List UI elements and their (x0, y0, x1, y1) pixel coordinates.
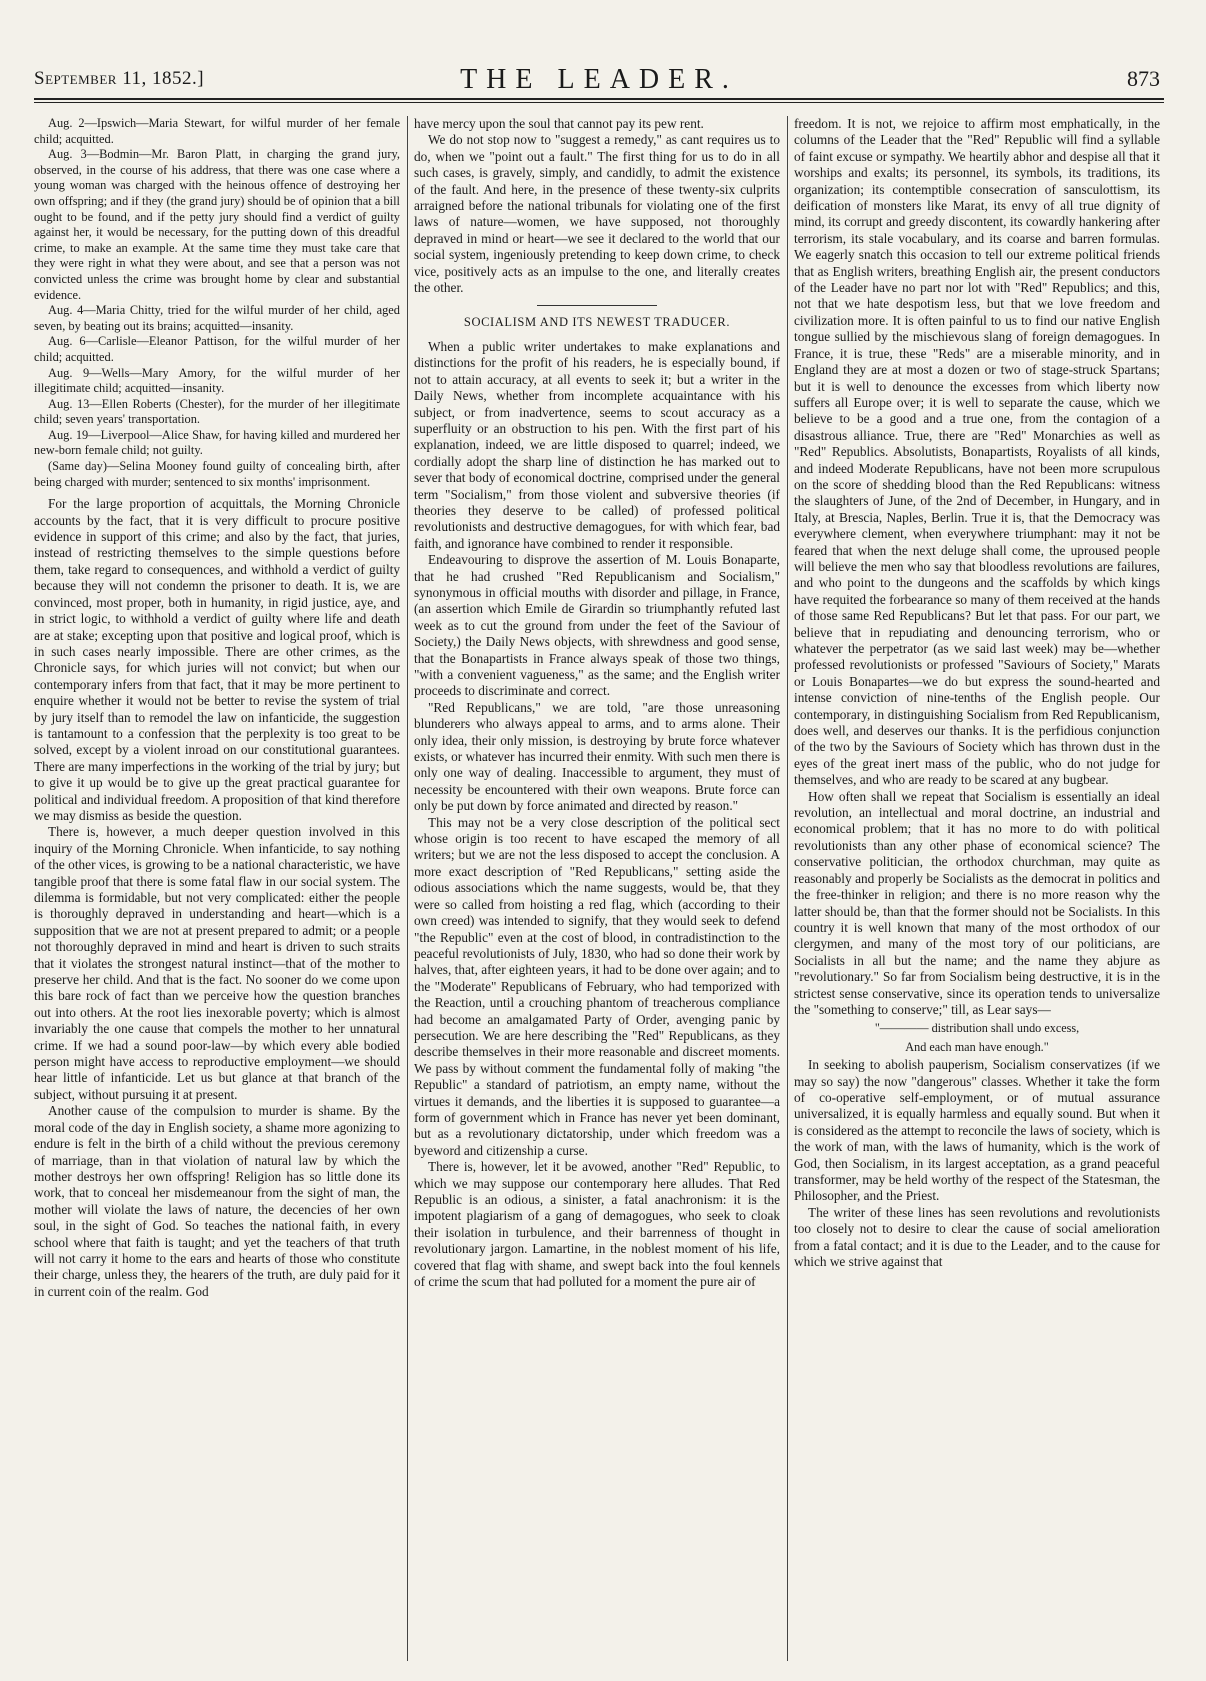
page-number: 873 (1127, 66, 1160, 91)
paragraph: Endeavouring to disprove the assertion of M. Louis Bonaparte, that he had crushed "Red Republicanism and Socialism," synonymous in official mouths with disorder and pillage, in France, (an assertion which Emile de Girardin so triumphantly refuted last week as to cut the ground from under the feet of the Saviour of Society,) the Daily News objects, with shrewdness and good sense, that the Bonapartists in France always speak of those two things, "with a convenient vagueness," as the same; and the English writer proceeds to discriminate and correct. (414, 552, 780, 699)
section-divider (537, 305, 657, 306)
quotation-line: And each man have enough." (905, 1039, 1049, 1054)
column-divider (407, 116, 408, 1661)
paragraph: Another cause of the compulsion to murder is shame. By the moral code of the day in English society, a shame more agonizing to endure is felt in the birth of a child without the previous ceremony of marriage, than in that violation of natural law by which the mother destroys her own offspring! Religion has so little done its work, that to conceal her misdemeanour from the sight of man, the mother will violate the laws of nature, the decencies of her own soul, in the sight of God. So teaches the national faith, in every school where that faith is taught; and yet the teachers of that truth will not carry it home to the ears and hearts of those who constitute their charge, unless they, the hearers of the truth, are duly paid for it in current coin of the realm. God (34, 1103, 400, 1299)
list-item: Aug. 6—Carlisle—Eleanor Pattison, for the wilful murder of her child; acquitted. (34, 334, 400, 364)
list-item: (Same day)—Selina Mooney found guilty of concealing birth, after being charged with murder; sentenced to six months' imprisonment. (34, 459, 400, 489)
paragraph: have mercy upon the soul that cannot pay its pew rent. (414, 116, 704, 131)
article-headline: SOCIALISM AND ITS NEWEST TRADUCER. (463, 315, 731, 330)
paragraph: This may not be a very close description of the political sect whose origin is too recent to have escaped the memory of all writers; but we are not the less disposed to accept the conclusion. A more exact description of "Red Republicans," setting aside the odious associations which the name suggests, would be, that they were so called from hoisting a red flag, which (according to their own creed) was intended to signify, that they would seek to defend "the Republic" even at the cost of blood, in contradistinction to the peaceful revolutionists of July, 1830, who had so done their work by halves, that, after eighteen years, it had to be done over again; and to the "Moderate" Republicans of February, who had temporized with the Reaction, until a crouching phantom of treacherous compliance had become an amalgamated Party of Order, avenging panic by persecution. We are here describing the "Red" Republicans, as they describe themselves in their more reasonable and discreet moments. We pass by without comment the fundamental folly of making "the Republic" a standard of patriotism, an empty name, without the virtues it demands, and the liberties it is supposed to guarantee—a form of government which in France has never yet been dominant, but as a revolutionary dictatorship, under which freedom was a byeword and citizenship a curse. (414, 814, 780, 1158)
paragraph: "Red Republicans," we are told, "are those unreasoning blunderers who always appeal to arms, and to arms alone. Their only idea, their only mission, is destroying by brute force whatever exists, or whatever has incurred their enmity. With such men there is only one way of dealing. Inaccessible to argument, they must of necessity be encountered with their own weapons. Brute force can only be put down by force animated and directed by reason." (414, 699, 780, 814)
paragraph: For the large proportion of acquittals, the Morning Chronicle accounts by the fact, that it is very difficult to procure positive evidence in support of this crime; and also by the fact, that juries, instead of restricting themselves to the simple questions before them, take regard to consequences, and withhold a verdict of guilty because they will not condemn the prisoner to death. It is, we are convinced, most proper, both in humanity, in rigid justice, aye, and in strict logic, to withhold a verdict of guilty where life and death are at stake; excepting upon that positive and logical proof, which is in such cases nearly impossible. There are other crimes, as the Chronicle says, for which juries will not convict; but when our contemporary infers from that fact, that it may be more pertinent to enquire whether it would not be better to revise the system of trial by jury itself than to remodel the law on infanticide, the suggestion is tantamount to a confession that the perplexity is too great to be solved, except by a violent inroad on our constitutional guarantees. There are many imperfections in the working of the trial by jury; but to give it up would be to give up the great practical guarantee for political and individual freedom. A proposition of that kind therefore we may dismiss as beside the question. (34, 496, 400, 823)
header-rule-thin (34, 102, 1164, 103)
newspaper-page (34, 56, 1164, 1666)
issue-date: September 11, 1852.] (34, 68, 205, 89)
page-header (34, 56, 1164, 94)
paragraph: There is, however, a much deeper question involved in this inquiry of the Morning Chronicle. When infanticide, to say nothing of the other vices, is growing to be a national characteristic, we have tangible proof that there is some fatal flaw in our social system. The dilemma is formidable, but not very complicated: either the people is thoroughly depraved in understanding and heart—which is a supposition that we are not at present prepared to admit; or a people not thoroughly depraved in mind and heart is driven to such straits that it violates the strongest natural instinct—that of the mother to preserve her child. And that is the fact. No sooner do we come upon this bare rock of fact than we perceive how the question branches out into others. At the root lies inexorable poverty; which is almost invariably the one cause that compels the mother to her unnatural crime. If we had a sound poor-law—by which every able bodied person might have access to reproductive employment—we should hear little of infanticide. Let us but glance at that branch of the subject, without pursuing it at present. (34, 824, 400, 1102)
list-item: Aug. 4—Maria Chitty, tried for the wilful murder of her child, aged seven, by beating out its brains; acquitted—insanity. (34, 303, 400, 333)
column-divider (787, 116, 788, 1661)
list-item: Aug. 3—Bodmin—Mr. Baron Platt, in charging the grand jury, observed, in the course of his address, that there was one case where a young woman was charged with the heinous offence of destroying her own offspring; and if they (the grand jury) should be of opinion that a bill ought to be found, and if the petty jury should find a verdict of guilty against her, it would be necessary, for the putting down of this dreadful crime, to make an example. At the same time they must take care that they were right in what they were about, and see that a person was not convicted unless the crime was brought home by clear and substantial evidence. (34, 147, 400, 302)
quotation-line: "———— distribution shall undo excess, (874, 1021, 1080, 1036)
paragraph: The writer of these lines has seen revolutions and revolutionists too closely not to desire to clear the cause of social amelioration from a fatal contact; and it is due to the Leader, and to the cause for which we strive against that (794, 1204, 1160, 1270)
header-rule (34, 98, 1164, 100)
column-1 (34, 116, 400, 1661)
paragraph: How often shall we repeat that Socialism is essentially an ideal revolution, an intellectual and moral doctrine, an industrial and economical problem; that it has no more to do with political revolutionists than any other phase of economical science? The conservative politician, the orthodox churchman, may quite as reasonably and properly be Socialists as the democrat in politics and the free-thinker in religion; and there is no more reason why the latter should be, than that the former should not be Socialists. In this country it is well known that many of the most orthodox of our clergymen, and many of the most tory of our politicians, are Socialists in all but the name; and the name they abjure as "revolutionary." So far from Socialism being destructive, it is in the strictest sense conservative, since its operation tends to universalize the "something to conserve;" till, as Lear says— (794, 788, 1160, 1017)
masthead-title: THE LEADER. (460, 64, 738, 95)
list-item: Aug. 2—Ipswich—Maria Stewart, for wilful murder of her female child; acquitted. (34, 116, 400, 146)
list-item: Aug. 9—Wells—Mary Amory, for the wilful murder of her illegitimate child; acquitted—insanity. (34, 365, 400, 396)
columns (34, 116, 1164, 1661)
paragraph: In seeking to abolish pauperism, Socialism conservatizes (if we may so say) the now "dangerous" classes. Whether it take the form of co-operative self-employment, or of mutual assurance universalized, it is equally harmless and equally sound. But when it is considered as the attempt to reconcile the laws of society, which is the work of man, with the laws of humanity, which is the work of God, then Socialism, in its largest acceptation, as a grand peaceful transformer, may be held worthy of the respect of the Statesman, the Philosopher, and the Priest. (794, 1057, 1160, 1204)
list-item: Aug. 13—Ellen Roberts (Chester), for the murder of her illegitimate child; seven years' transportation. (34, 396, 400, 427)
paragraph: We do not stop now to "suggest a remedy," as cant requires us to do, when we "point out a fault." The first thing for us to do in all such cases, is gravely, simply, and candidly, to admit the existence of the fault. And here, in the presence of these twenty-six culprits arraigned before the national tribunals for violating one of the first laws of nature—women, we have supposed, not thoroughly depraved in mind or heart—we see it declared to the world that our social system, ingeniously pretending to keep down crime, to check vice, positively acts as an impulse to the one, and literally creates the other. (414, 132, 780, 296)
column-3 (794, 116, 1160, 1661)
paragraph: There is, however, let it be avowed, another "Red" Republic, to which we may suppose our contemporary here alludes. That Red Republic is an odious, a sinister, a fatal anachronism: it is the impotent plagiarism of a gang of demagogues, who seek to cloak their isolation in turbulence, and their barrenness of thought in revolutionary jargon. Lamartine, in the noblest moment of his life, covered that flag with shame, and swept back into the foul kennels of crime the scum that had polluted for a moment the pure air of (414, 1159, 780, 1290)
column-2 (414, 116, 780, 1661)
paragraph: When a public writer undertakes to make explanations and distinctions for the profit of his readers, he is especially bound, if not to attain accuracy, at all events to seek it; but a writer in the Daily News, whether from incomplete acquaintance with his subject, or from inadvertence, seems to scout accuracy as a superfluity or an obstruction to his pen. With the first part of his explanation, indeed, we are little disposed to quarrel; indeed, we cordially adopt the sharp line of distinction he has marked out to sever that body of economical doctrine, comprised under the general term "Socialism," from those violent and subversive theories (if theories they deserve to be called) of professed political revolutionists and destructive demagogues, for with which fear, bad faith, and ignorance have combined to render it responsible. (414, 338, 780, 551)
list-item: Aug. 19—Liverpool—Alice Shaw, for having killed and murdered her new-born female child; not guilty. (34, 427, 400, 458)
paragraph: freedom. It is not, we rejoice to affirm most emphatically, in the columns of the Leader that the "Red" Republic will find a syllable of faint excuse or sympathy. We heartily abhor and despise all that it worships and exalts; its personnel, its symbols, its traditions, its organization; its contemptible consecration of sansculottism, its deification of monsters like Marat, its envy of all true dignity of mind, its corrupt and greedy discontent, its cowardly hankering after terrorism, its stale vocabulary, and its coarse and barren formulas. We eagerly snatch this occasion to tell our extreme political friends that as English writers, breathing English air, the present conductors of the Leader have no part nor lot with "Red" Republics; and this, not that we hate despotism less, but that we love freedom and civilization more. It is often painful to us to find our native English tongue sullied by the mischievous slang of foreign demagogues. In France, it is true, these "Reds" are a miserable minority, and in England they are at most a dozen or two of stage-struck Spartans; but it is well to denounce the excesses from which liberty now suffers all Europe over; it is well to separate the cause, which we believe to be a good and a true one, from the contagion of a disastrous alliance. True, there are "Red" Monarchies as well as "Red" Republics. Absolutists, Bonapartists, Royalists of all kinds, and indeed Moderate Republicans, have not been more scrupulous on the score of shedding blood than the Red Republicans: witness the slaughters of June, of the 2nd of December, in Hungary, and in Italy, at Brescia, Naples, Berlin. True it is, that the Democracy was everywhere clement, when everywhere triumphant: may it not be feared that when the next deluge shall come, the uproused people will believe the men who say that bloodless revolutions are failures, and who point to the dungeons and the scaffolds by which kings have requited the forbearance so many of them received at the hands of those same Red Republicans? But let that pass. For our part, we believe that in repudiating and denouncing terrorism, who or whatever the perpetrator (as we said last week) may be—whether professed revolutionists or professed "Saviours of Society," Marats or Louis Bonapartes—we do but express the sound-hearted and intense conviction of nine-tenths of the English people. Our contemporary, in distinguishing Socialism from Red Republicanism, does well, and deserves our thanks. It is the perfidious conjunction of the two by the Saviours of Society which has thrown dust in the eyes of the great inert mass of the public, who do not judge for themselves, and who are ready to be scared at any bugbear. (794, 116, 1160, 788)
